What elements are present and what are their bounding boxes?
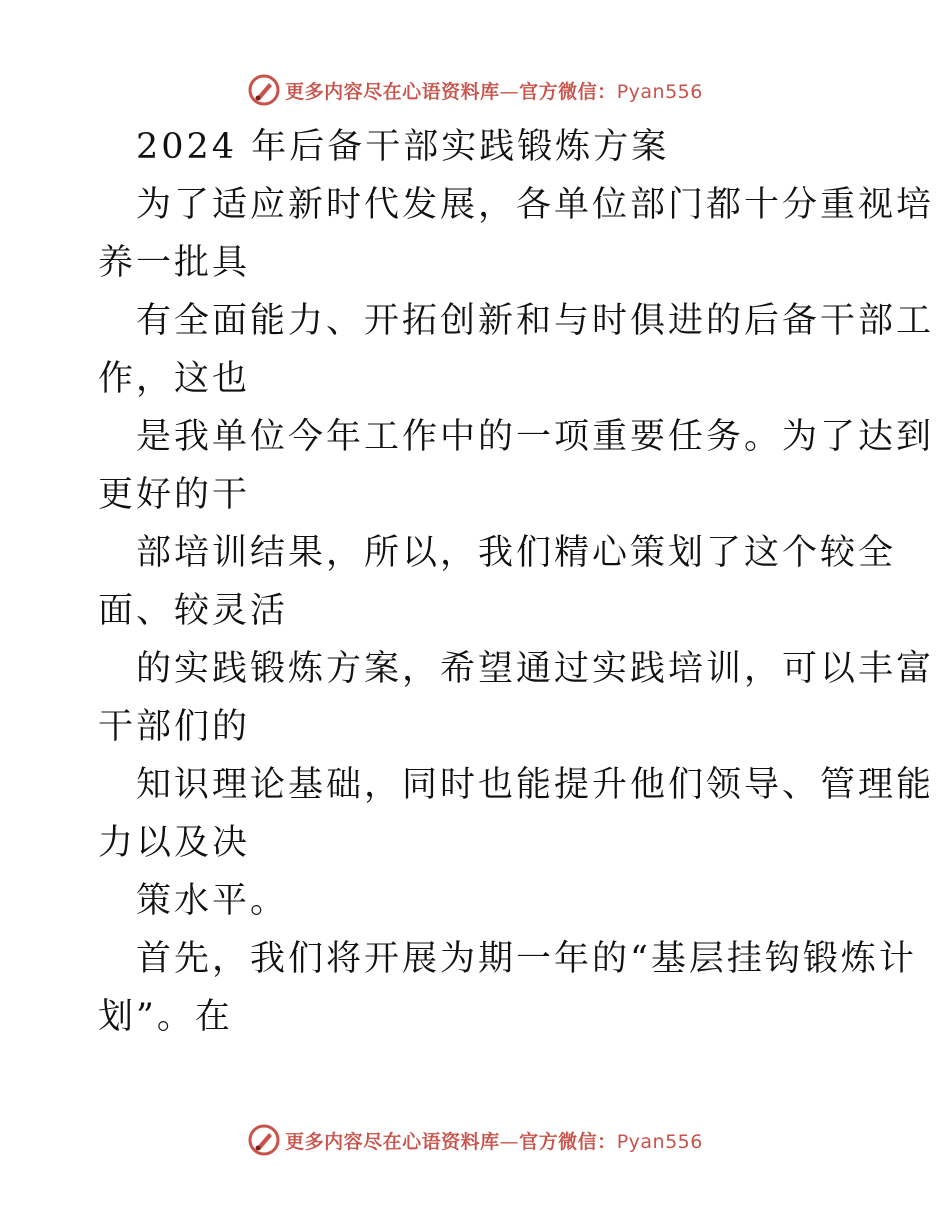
text-line: 面、较灵活 (98, 591, 289, 631)
text-line: 为了适应新时代发展，各单位部门都十分重视培 (136, 185, 935, 225)
watermark-wechat-label: 官方微信： (519, 1130, 617, 1153)
watermark-wechat-label: 官方微信： (519, 80, 617, 103)
text-line: 部培训结果，所以，我们精心策划了这个较全 (136, 533, 897, 573)
text-line: 划”。在 (98, 997, 233, 1037)
text-line: 更好的干 (98, 475, 251, 515)
watermark-dash: — (499, 80, 520, 103)
text-line: 养一批具 (98, 243, 251, 283)
watermark-text: 更多内容尽在心语资料库 (285, 80, 500, 103)
text-line: 有全面能力、开拓创新和与时俱进的后备干部工 (136, 301, 935, 341)
watermark-dash: — (499, 1130, 520, 1153)
text-line: 知识理论基础，同时也能提升他们领导、管理能 (136, 765, 935, 805)
text-line: 力以及决 (98, 823, 251, 863)
watermark-text: 更多内容尽在心语资料库 (285, 1130, 500, 1153)
pen-logo-icon (247, 1123, 281, 1157)
document-body (98, 118, 935, 1046)
text-line: 的实践锻炼方案，希望通过实践培训，可以丰富 (136, 649, 935, 689)
text-line: 首先，我们将开展为期一年的“基层挂钩锻炼计 (136, 939, 917, 979)
watermark-wechat-id: Pyan556 (616, 80, 703, 103)
header-watermark (0, 70, 950, 110)
text-line: 干部们的 (98, 707, 251, 747)
document-title: 2024 年后备干部实践锻炼方案 (136, 127, 670, 167)
text-line: 是我单位今年工作中的一项重要任务。为了达到 (136, 417, 935, 457)
text-line: 作，这也 (98, 359, 251, 399)
text-line: 策水平。 (136, 881, 289, 921)
watermark-wechat-id: Pyan556 (616, 1130, 703, 1153)
pen-logo-icon (247, 73, 281, 107)
footer-watermark (0, 1120, 950, 1160)
